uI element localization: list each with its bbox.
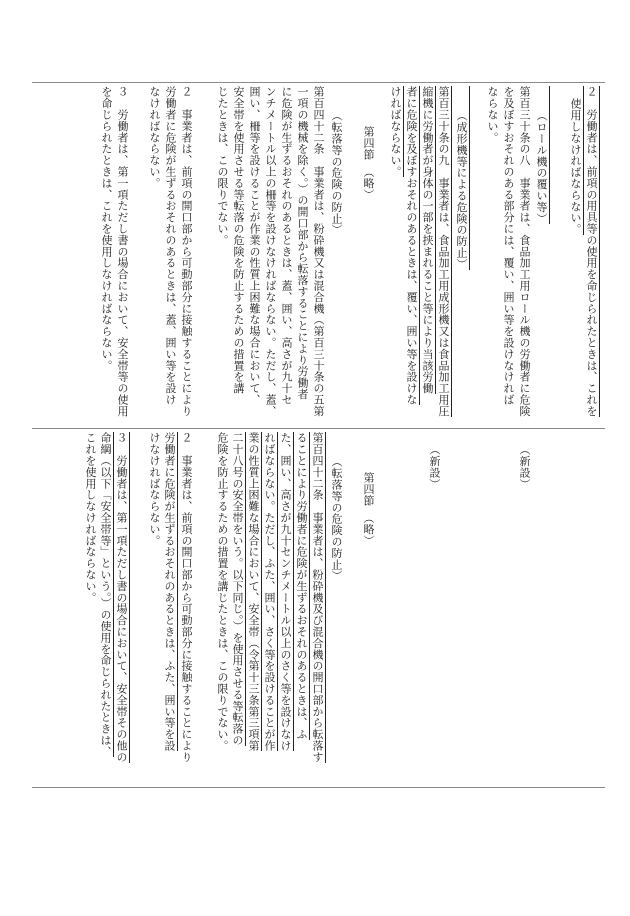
new-label-1: （新設）: [518, 444, 531, 490]
revised-art142-p2-line3: けなければならない。: [148, 432, 161, 546]
current-art142-p3-line2: を命じられたときは、これを使用しなければならない。: [100, 86, 113, 371]
current-art142-line7: じたときは、この限りでない。: [216, 86, 229, 246]
current-art142-line3: に危険が生ずるおそれのあるときは、蓋、囲い、高さが九十セ: [280, 86, 293, 406]
revised-art142-line3: た、囲い、高さが九十センチメートル以上のさく等を設けなけ: [279, 432, 292, 752]
middle-rule: [32, 428, 605, 429]
current-art142-p2-line3: なければならない。: [148, 86, 161, 189]
current-art142-line4: ンチメートル以上の柵等を設けなければならない。ただし、蓋、: [264, 86, 277, 417]
current-art142-line6: 安全帯を使用させる等転落の危険を防止するための措置を講: [232, 86, 245, 394]
revised-art142-p3-line3: これを使用しなければならない。: [84, 432, 97, 603]
top-rule: [32, 82, 605, 83]
revised-art142-line1: 第百四十二条 事業者は、粉砕機及び混合機の開口部から転落す: [311, 432, 324, 763]
current-art130-9-caption: （成形機等による危険の防止）: [453, 86, 470, 270]
bottom-rule: [32, 787, 605, 788]
current-art130-8-line1: 第百三十条の八 事業者は、食品加工用ロール機の労働者に危険: [518, 86, 531, 417]
current-art142-p2-line2: 労働者に危険が生ずるおそれのあるときは、蓋、囲い等を設け: [164, 86, 177, 406]
current-art130-8-line3: ならない。: [486, 86, 499, 143]
revised-art142-p2-line2: 労働者に危険が生ずるおそれのあるときは、ふた、囲い等を設: [163, 432, 176, 752]
revised-art142-line5: 業の性質上困難な場合において、安全帯（令第十三条第三項第: [247, 432, 260, 752]
revised-art142-line7: 危険を防止するための措置を講じたときは、この限りでない。: [216, 432, 229, 752]
revised-art142-caption: （転落等の危険の防止）: [330, 456, 343, 582]
revised-text-section: [36, 432, 602, 782]
current-art130-8-line2: を及ぼすおそれのある部分には、覆い、囲い等を設けなければ: [502, 86, 515, 406]
current-art130-8-caption: （ロール機の覆い等）: [533, 86, 550, 224]
revised-section-heading: 第四節 （略）: [362, 472, 375, 547]
current-art142-caption: （転落等の危険の防止）: [330, 110, 343, 236]
new-label-2: （新設）: [428, 444, 441, 490]
current-art142-p2-line1: ２ 事業者は、前項の開口部から可動部分に接触することにより: [180, 86, 193, 417]
current-para2: ２ 労働者は、前項の用具等の使用を命じられたときは、これを: [585, 86, 598, 417]
revised-art142-p3-line1: ３ 労働者は、第一項ただし書の場合において、安全帯その他の: [115, 432, 128, 763]
current-art142-line2: 一項の機械を除く。）の開口部から転落することにより労働者: [296, 86, 309, 400]
current-art130-9-line1: 第百三十条の九 事業者は、食品加工用成形機又は食品加工用圧: [437, 86, 450, 417]
current-art130-9-line3: 者に危険を及ぼすおそれのあるときは、覆い、囲い等を設けな: [405, 86, 418, 406]
revised-art142-p3-line2: 命綱（以下「安全帯等」という。）の使用を命じられたときは、: [99, 432, 112, 758]
revised-art142-p2-line1: ２ 事業者は、前項の開口部から可動部分に接触することにより: [180, 432, 193, 763]
current-text-section: [36, 86, 602, 422]
current-para2-cont: 使用しなければならない。: [567, 86, 584, 235]
revised-art142-line6: 二十八号の安全帯をいう。以下同じ。）を使用させる等転落の: [231, 432, 244, 746]
current-art142-p3-line1: ３ 労働者は、第一項ただし書の場合において、安全帯等の使用: [116, 86, 129, 417]
current-art130-9-line4: ければならない。: [389, 86, 402, 178]
revised-art142-line2: ることにより労働者に危険が生ずるおそれのあるときは、ふ: [295, 432, 308, 740]
current-art142-line1: 第百四十二条 事業者は、粉砕機又は混合機（第百三十条の五第: [312, 86, 325, 417]
current-art142-line5: 囲い、柵等を設けることが作業の性質上困難な場合において、: [248, 86, 261, 406]
revised-art142-line4: ればならない。ただし、ふた、囲い、さく等を設けることが作: [263, 432, 276, 752]
current-art130-9-line2: 縮機に労働者が身体の一部を挟まれること等により当該労働: [421, 86, 434, 394]
current-section-heading: 第四節 （略）: [362, 126, 375, 201]
